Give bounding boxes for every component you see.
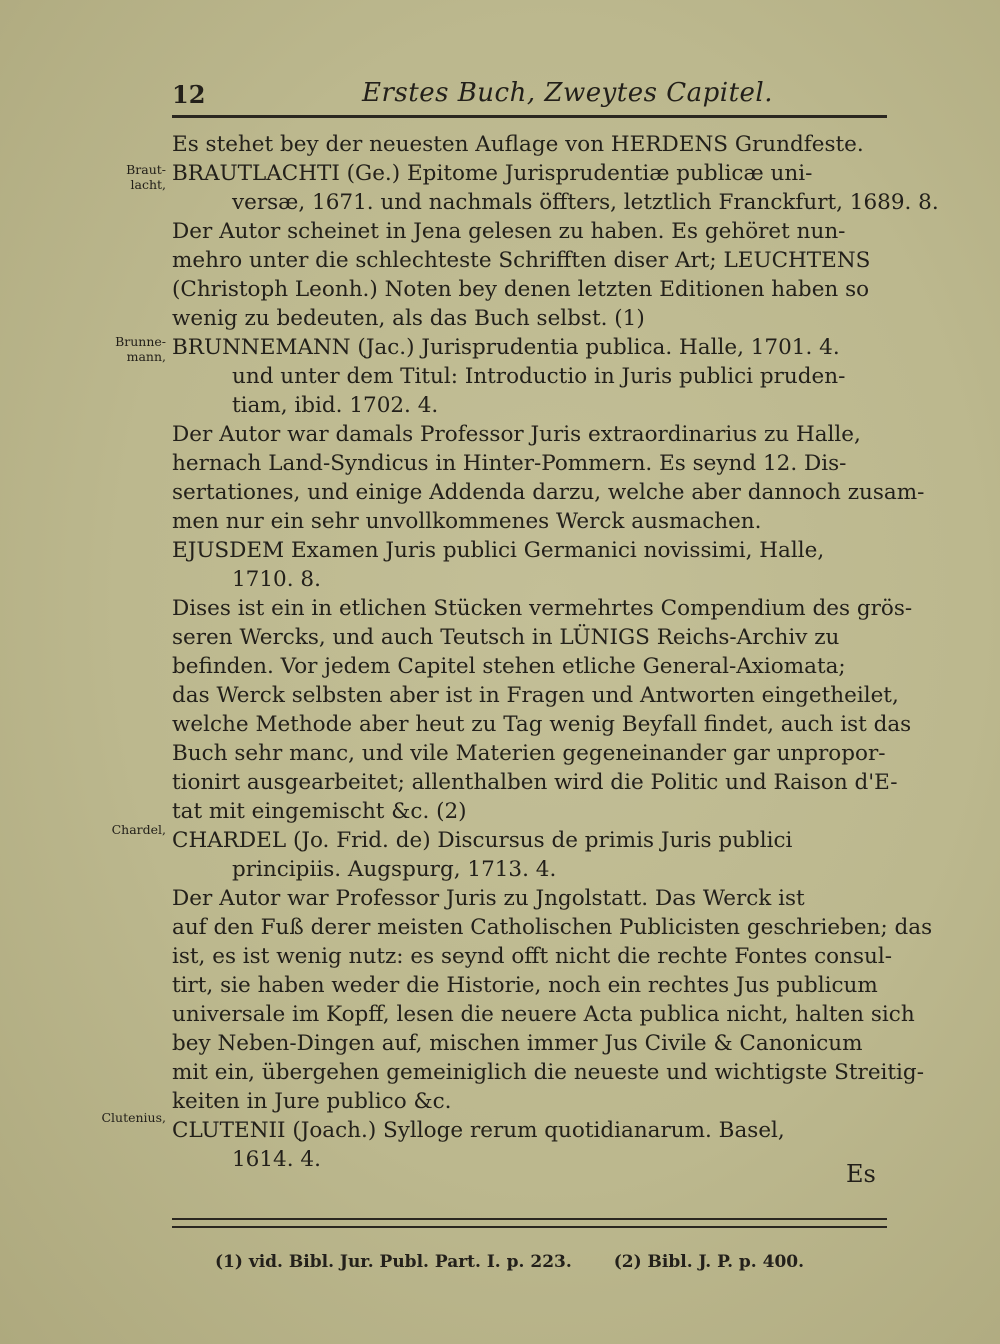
text-line: (Christoph Leonh.) Noten bey denen letzten Editionen haben so bbox=[172, 277, 870, 302]
text-line: principiis. Augspurg, 1713. 4. bbox=[232, 857, 557, 882]
entry-heading: CHARDEL (Jo. Frid. de) Discursus de primis Juris publici bbox=[172, 828, 793, 853]
page-number: 12 bbox=[172, 80, 206, 109]
text-line: das Werck selbsten aber ist in Fragen und Antworten eingetheilet, bbox=[172, 683, 899, 708]
header-rule bbox=[172, 115, 887, 118]
catchword: Es bbox=[846, 1160, 876, 1188]
entry-heading: EJUSDEM Examen Juris publici Germanici novissimi, Halle, bbox=[172, 538, 825, 563]
text-line: 1710. 8. bbox=[232, 567, 321, 592]
text-line: befinden. Vor jedem Capitel stehen etliche General-Axiomata; bbox=[172, 654, 846, 679]
text-line: seren Wercks, und auch Teutsch in LÜNIGS Reichs-Archiv zu bbox=[172, 625, 840, 650]
text-line: ist, es ist wenig nutz: es seynd offt nicht die rechte Fontes consul- bbox=[172, 944, 892, 969]
text-line: Dises ist ein in etlichen Stücken vermehrtes Compendium des grös- bbox=[172, 596, 913, 621]
text-line: tionirt ausgearbeitet; allenthalben wird die Politic und Raison d'E- bbox=[172, 770, 898, 795]
text-line: sertationes, und einige Addenda darzu, welche aber dannoch zusam- bbox=[172, 480, 925, 505]
text-line: men nur ein sehr unvollkommenes Werck ausmachen. bbox=[172, 509, 762, 534]
text-line: mehro unter die schlechteste Schrifften diser Art; LEUCHTENS bbox=[172, 248, 871, 273]
footnotes bbox=[215, 1252, 840, 1272]
entry-heading: CLUTENII (Joach.) Sylloge rerum quotidianarum. Basel, bbox=[172, 1118, 785, 1143]
text-line: Der Autor war Professor Juris zu Jngolstatt. Das Werck ist bbox=[172, 886, 805, 911]
text-line: und unter dem Titul: Introductio in Juris publici pruden- bbox=[232, 364, 846, 389]
footnote-1: (1) vid. Bibl. Jur. Publ. Part. I. p. 223. bbox=[215, 1252, 572, 1272]
entry-heading: BRAUTLACHTI (Ge.) Epitome Jurisprudentiæ publicæ uni- bbox=[172, 161, 813, 186]
text-line: bey Neben-Dingen auf, mischen immer Jus Civile & Canonicum bbox=[172, 1031, 863, 1056]
footer-rule-thin bbox=[172, 1226, 887, 1228]
text-line: tat mit eingemischt &c. (2) bbox=[172, 799, 467, 824]
margin-note-brautlacht: Braut-lacht, bbox=[126, 162, 166, 192]
text-line: hernach Land-Syndicus in Hinter-Pommern. Es seynd 12. Dis- bbox=[172, 451, 847, 476]
text-line: tirt, sie haben weder die Historie, noch ein rechtes Jus publicum bbox=[172, 973, 878, 998]
footer-rule bbox=[172, 1218, 887, 1220]
entry-heading: BRUNNEMANN (Jac.) Jurisprudentia publica. Halle, 1701. 4. bbox=[172, 335, 840, 360]
margin-note-brunnemann: Brunne-mann, bbox=[115, 334, 166, 364]
text-line: Es stehet bey der neuesten Auflage von HERDENS Grundfeste. bbox=[172, 132, 864, 157]
text-line: welche Methode aber heut zu Tag wenig Beyfall findet, auch ist das bbox=[172, 712, 912, 737]
text-line: tiam, ibid. 1702. 4. bbox=[232, 393, 439, 418]
text-line: versæ, 1671. und nachmals öffters, letztlich Franckfurt, 1689. 8. bbox=[232, 190, 939, 215]
text-line: 1614. 4. bbox=[232, 1147, 321, 1172]
margin-note-clutenius: Clutenius, bbox=[101, 1110, 166, 1125]
page-header bbox=[172, 74, 887, 118]
text-line: auf den Fuß derer meisten Catholischen Publicisten geschrieben; das bbox=[172, 915, 933, 940]
text-line: keiten in Jure publico &c. bbox=[172, 1089, 452, 1114]
text-line: universale im Kopff, lesen die neuere Acta publica nicht, halten sich bbox=[172, 1002, 915, 1027]
text-line: wenig zu bedeuten, als das Buch selbst. (1) bbox=[172, 306, 645, 331]
text-line: Buch sehr manc, und vile Materien gegeneinander gar unpropor- bbox=[172, 741, 886, 766]
text-line: mit ein, übergehen gemeiniglich die neueste und wichtigste Streitig- bbox=[172, 1060, 924, 1085]
main-text bbox=[172, 130, 939, 1174]
text-line: Der Autor war damals Professor Juris extraordinarius zu Halle, bbox=[172, 422, 861, 447]
text-line: Der Autor scheinet in Jena gelesen zu haben. Es gehöret nun- bbox=[172, 219, 846, 244]
running-title: Erstes Buch, Zweytes Capitel. bbox=[362, 78, 773, 108]
footnote-2: (2) Bibl. J. P. p. 400. bbox=[613, 1252, 805, 1272]
margin-note-chardel: Chardel, bbox=[111, 822, 166, 837]
